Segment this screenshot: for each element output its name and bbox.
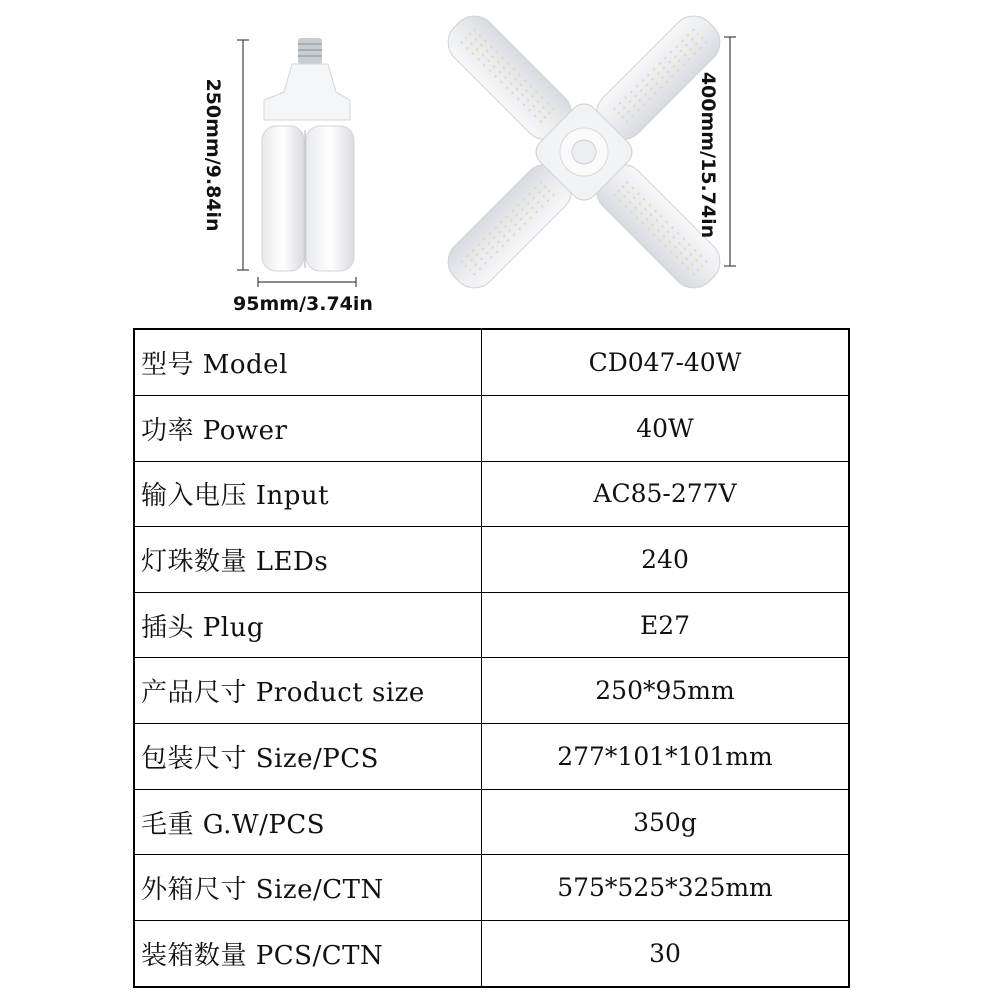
spec-label: 型号 Model [134,329,482,395]
span-dimension-line [724,37,736,266]
spec-value: 250*95mm [482,658,850,724]
table-row [134,855,849,921]
spec-label: 产品尺寸 Product size [134,658,482,724]
product-figure [0,0,1000,320]
spec-table [133,328,850,988]
spec-label: 功率 Power [134,395,482,461]
spec-label: 插头 Plug [134,592,482,658]
spec-label: 包装尺寸 Size/PCS [134,724,482,790]
spec-value: 30 [482,920,850,987]
spec-value: 350g [482,789,850,855]
table-row [134,329,849,395]
height-dimension-label: 250mm/9.84in [202,78,224,232]
spec-label: 外箱尺寸 Size/CTN [134,855,482,921]
table-row [134,395,849,461]
table-row [134,461,849,527]
width-dimension-label: 95mm/3.74in [233,293,373,315]
width-dimension-line [258,277,356,287]
table-row [134,724,849,790]
folded-bulb-image [262,38,354,271]
table-row [134,920,849,987]
table-row [134,527,849,593]
spec-value: CD047-40W [482,329,850,395]
table-row [134,789,849,855]
spec-label: 输入电压 Input [134,461,482,527]
table-row [134,592,849,658]
spec-label: 灯珠数量 LEDs [134,527,482,593]
open-bulb-image [439,7,729,297]
height-dimension-line [237,40,249,270]
spec-value: 575*525*325mm [482,855,850,921]
spec-value: E27 [482,592,850,658]
spec-value: 40W [482,395,850,461]
span-dimension-label: 400mm/15.74in [697,71,719,239]
spec-label: 装箱数量 PCS/CTN [134,920,482,987]
spec-value: 277*101*101mm [482,724,850,790]
spec-value: 240 [482,527,850,593]
spec-value: AC85-277V [482,461,850,527]
spec-label: 毛重 G.W/PCS [134,789,482,855]
table-row [134,658,849,724]
